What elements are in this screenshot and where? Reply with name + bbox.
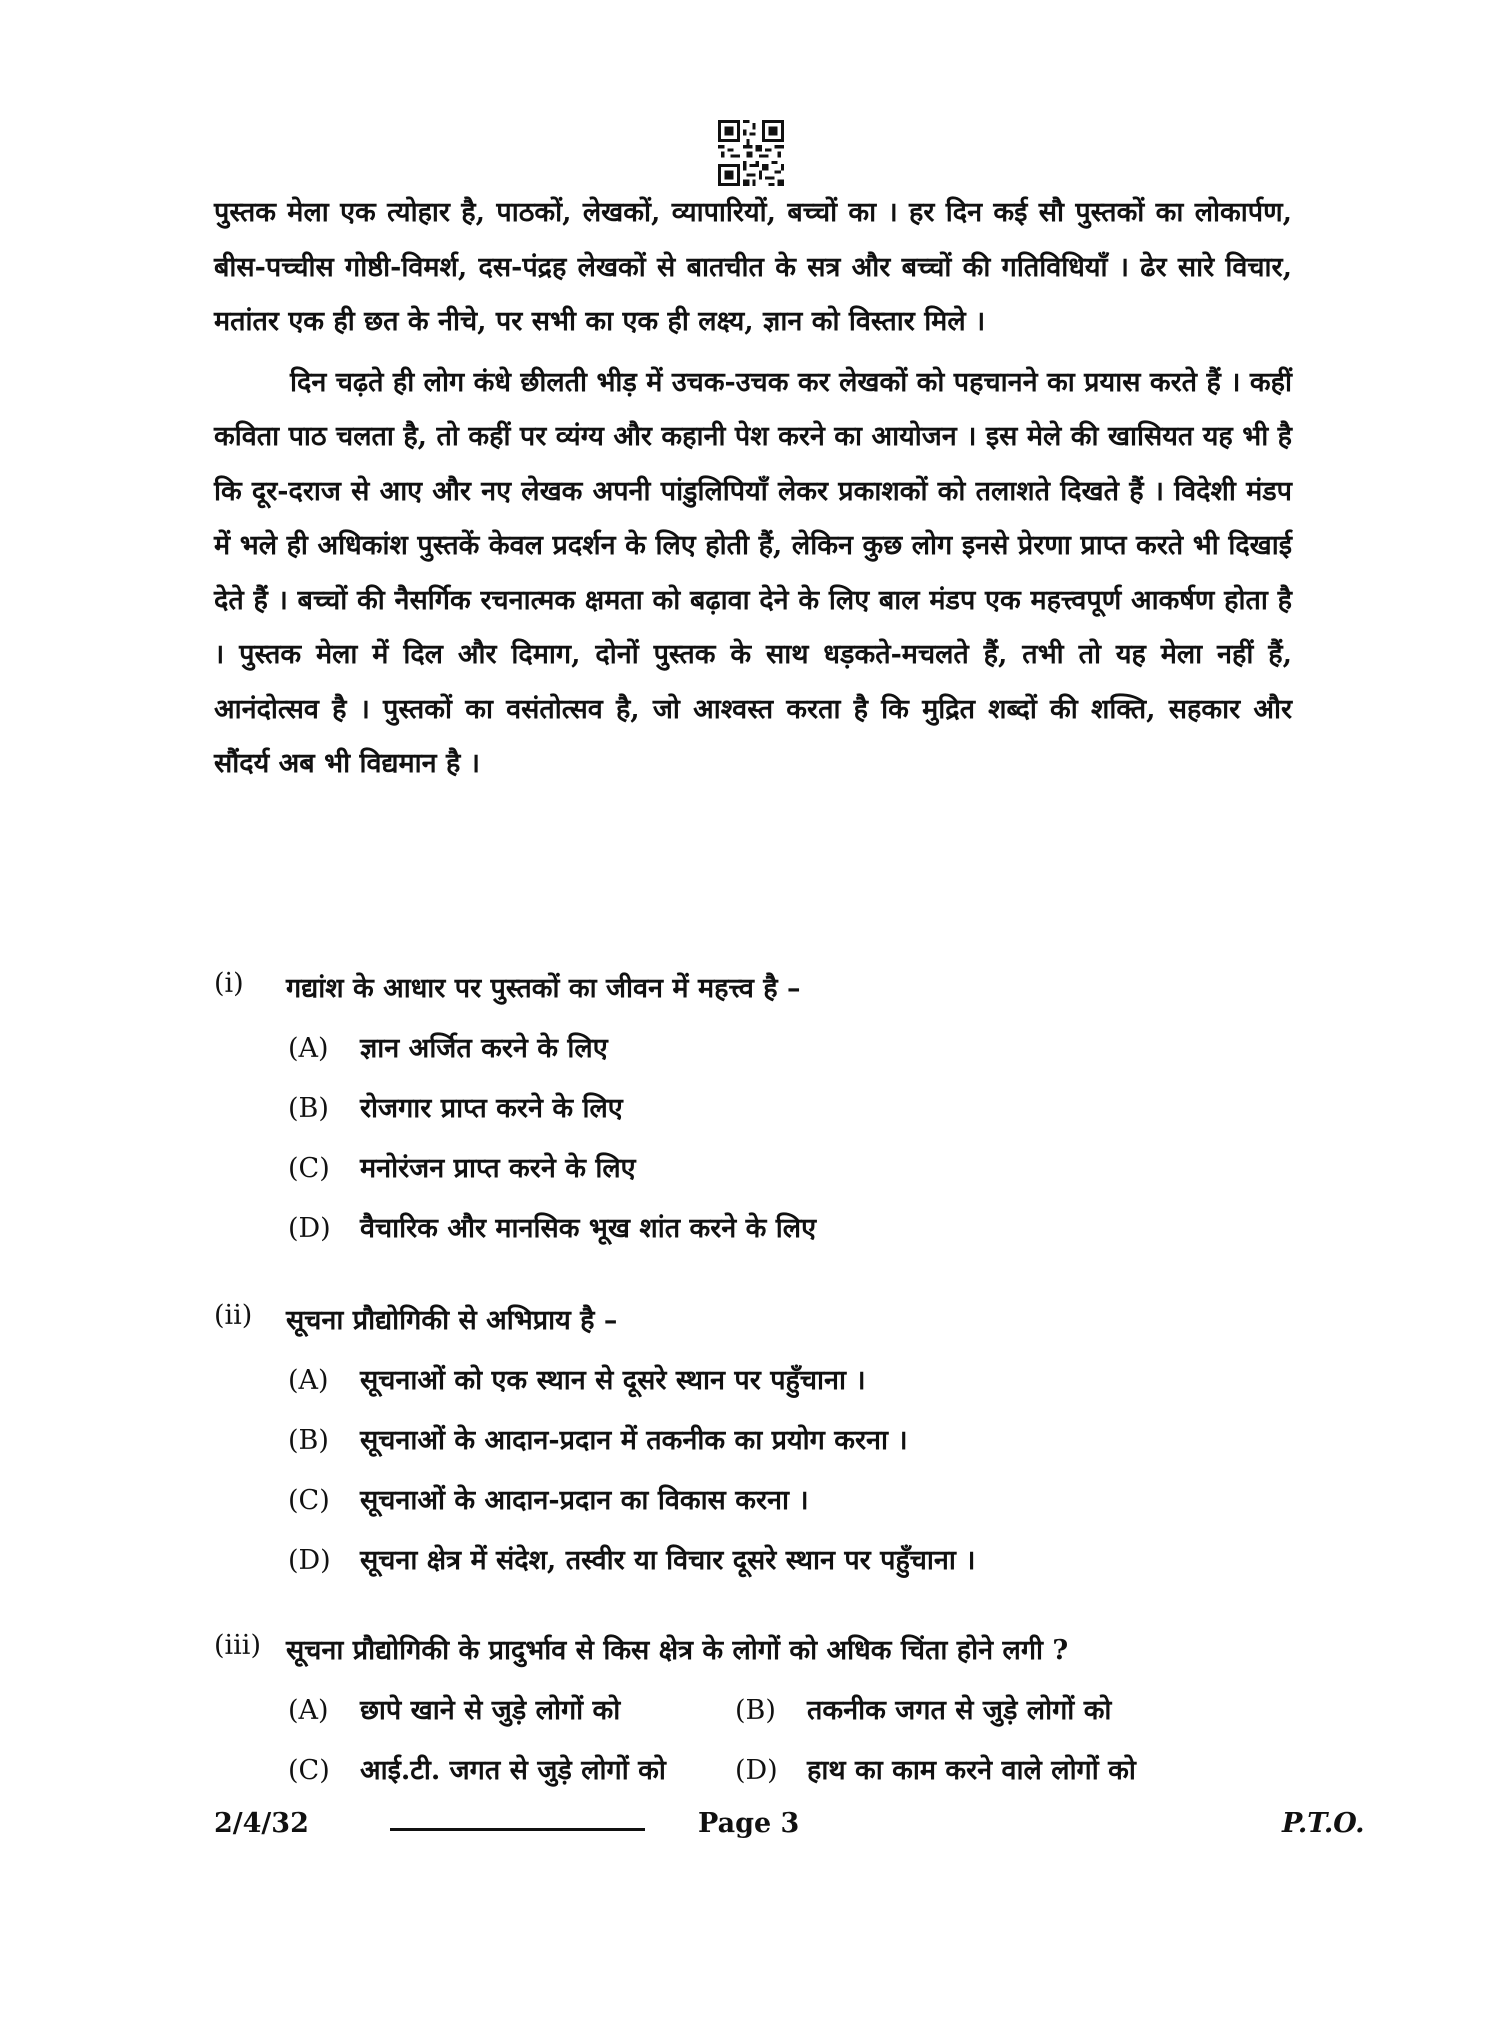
option-text: आई.टी. जगत से जुड़े लोगों को bbox=[360, 1755, 666, 1786]
option-text: ज्ञान अर्जित करने के लिए bbox=[360, 1033, 608, 1064]
option-label: (B) bbox=[288, 1093, 329, 1124]
option-1c bbox=[288, 1148, 636, 1185]
paper-code: 2/4/32 bbox=[214, 1808, 309, 1839]
question-number: (iii) bbox=[214, 1630, 261, 1661]
option-label: (C) bbox=[288, 1485, 330, 1516]
option-text: सूचनाओं के आदान-प्रदान का विकास करना । bbox=[360, 1485, 809, 1516]
option-3a bbox=[288, 1690, 620, 1727]
page-number: Page 3 bbox=[698, 1808, 800, 1839]
option-3c bbox=[288, 1750, 666, 1787]
passage-paragraph-2: दिन चढ़ते ही लोग कंधे छीलती भीड़ में उचक-उचक कर लेखकों को पहचानने का प्रयास करते हैं । कहीं कविता पाठ चलता है, तो कहीं पर व्यंग्य और कहानी पेश करने का आयोजन । इस मेले की खासियत यह भी है कि दूर-दराज से आए और नए लेखक अपनी पांडुलिपियाँ लेकर प्रकाशकों को तलाशते दिखते हैं । विदेशी मंडप में भले ही अधिकांश पुस्तकें केवल प्रदर्शन के लिए होती हैं, लेकिन कुछ लोग इनसे प्रेरणा प्राप्त करते भी दिखाई देते हैं । बच्चों की नैसर्गिक रचनात्मक क्षमता को बढ़ावा देने के लिए बाल मंडप एक महत्त्वपूर्ण आकर्षण होता है । पुस्तक मेला में दिल और दिमाग, दोनों पुस्तक के साथ धड़कते-मचलते हैं, तभी तो यह मेला नहीं हैं, आनंदोत्सव है । पुस्तकों का वसंतोत्सव है, जो आश्वस्त करता है कि मुद्रित शब्दों की शक्ति, सहकार और सौंदर्य अब भी विद्यमान है । bbox=[214, 366, 1292, 779]
footer-rule bbox=[390, 1828, 645, 1831]
option-label: (B) bbox=[735, 1695, 776, 1726]
option-text: मनोरंजन प्राप्त करने के लिए bbox=[360, 1153, 636, 1184]
option-text: हाथ का काम करने वाले लोगों को bbox=[807, 1755, 1136, 1786]
option-label: (C) bbox=[288, 1153, 330, 1184]
option-text: वैचारिक और मानसिक भूख शांत करने के लिए bbox=[360, 1213, 817, 1244]
question-number: (ii) bbox=[214, 1300, 253, 1331]
page-footer bbox=[0, 1808, 1505, 1848]
option-text: छापे खाने से जुड़े लोगों को bbox=[360, 1695, 621, 1726]
option-text: सूचना क्षेत्र में संदेश, तस्वीर या विचार दूसरे स्थान पर पहुँचाना । bbox=[360, 1545, 976, 1576]
qr-code-icon bbox=[718, 120, 784, 186]
option-label: (A) bbox=[288, 1033, 329, 1064]
option-text: सूचनाओं के आदान-प्रदान में तकनीक का प्रयोग करना । bbox=[360, 1425, 908, 1456]
option-text: सूचनाओं को एक स्थान से दूसरे स्थान पर पहुँचाना । bbox=[360, 1365, 866, 1396]
question-text: सूचना प्रौद्योगिकी के प्रादुर्भाव से किस क्षेत्र के लोगों को अधिक चिंता होने लगी ? bbox=[286, 1635, 1069, 1666]
option-label: (D) bbox=[735, 1755, 778, 1786]
option-label: (A) bbox=[288, 1365, 329, 1396]
option-label: (A) bbox=[288, 1695, 329, 1726]
pto-label: P.T.O. bbox=[1282, 1808, 1365, 1839]
passage bbox=[214, 186, 1292, 798]
option-2b bbox=[288, 1420, 908, 1457]
option-text: रोजगार प्राप्त करने के लिए bbox=[360, 1093, 623, 1124]
option-label: (D) bbox=[288, 1213, 331, 1244]
option-3d bbox=[735, 1750, 1136, 1787]
option-2a bbox=[288, 1360, 866, 1397]
option-1d bbox=[288, 1208, 816, 1245]
option-text: तकनीक जगत से जुड़े लोगों को bbox=[807, 1695, 1112, 1726]
question-number: (i) bbox=[214, 968, 244, 999]
option-label: (C) bbox=[288, 1755, 330, 1786]
option-2c bbox=[288, 1480, 809, 1517]
option-1b bbox=[288, 1088, 623, 1125]
option-3b bbox=[735, 1690, 1111, 1727]
option-label: (B) bbox=[288, 1425, 329, 1456]
option-label: (D) bbox=[288, 1545, 331, 1576]
option-2d bbox=[288, 1540, 976, 1577]
question-text: गद्यांश के आधार पर पुस्तकों का जीवन में महत्त्व है – bbox=[286, 973, 801, 1004]
option-1a bbox=[288, 1028, 608, 1065]
question-text: सूचना प्रौद्योगिकी से अभिप्राय है – bbox=[286, 1305, 618, 1336]
passage-paragraph-1: पुस्तक मेला एक त्योहार है, पाठकों, लेखकों, व्यापारियों, बच्चों का । हर दिन कई सौ पुस्तकों का लोकार्पण, बीस-पच्चीस गोष्ठी-विमर्श, दस-पंद्रह लेखकों से बातचीत के सत्र और बच्चों की गतिविधियाँ । ढेर सारे विचार, मतांतर एक ही छत के नीचे, पर सभी का एक ही लक्ष्य, ज्ञान को विस्तार मिले । bbox=[214, 197, 1292, 337]
